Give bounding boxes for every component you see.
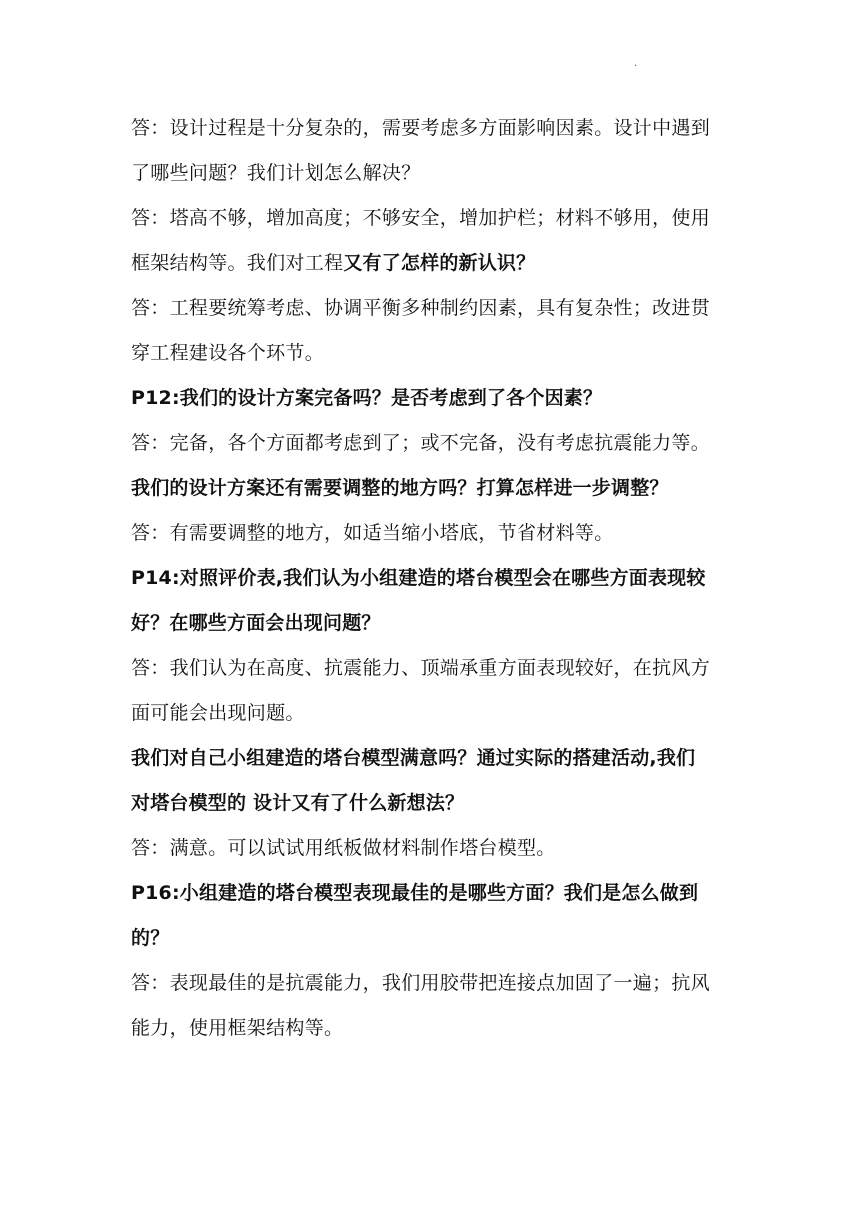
text-line: [131, 556, 735, 601]
answer-text: 了哪些问题？我们计划怎么解决？: [131, 162, 421, 184]
text-line: [131, 691, 735, 736]
text-line: [131, 1006, 735, 1051]
question-text: 对塔台模型的 设计又有了什么新想法？: [131, 792, 465, 814]
answer-text: 答：工程要统筹考虑、协调平衡多种制约因素，具有复杂性；改进贯: [131, 297, 711, 319]
text-line: [131, 871, 735, 916]
answer-text: 能力，使用框架结构等。: [131, 1017, 344, 1039]
text-line: [131, 466, 735, 511]
question-text: 我们对自己小组建造的塔台模型满意吗？通过实际的搭建活动,我们: [131, 747, 696, 769]
answer-text: 答：塔高不够，增加高度；不够安全，增加护栏；材料不够用，使用: [131, 207, 711, 229]
question-text: P12:我们的设计方案完备吗？是否考虑到了各个因素？: [131, 387, 603, 409]
answer-text: 答：完备，各个方面都考虑到了；或不完备，没有考虑抗震能力等。: [131, 432, 711, 454]
question-text: 又有了怎样的新认识？: [343, 252, 536, 274]
text-line: [131, 736, 735, 781]
answer-text: 答：我们认为在高度、抗震能力、顶端承重方面表现较好，在抗风方: [131, 657, 711, 679]
question-text: 好？在哪些方面会出现问题？: [131, 612, 381, 634]
text-line: [131, 916, 735, 961]
text-line: [131, 286, 735, 331]
page-marker: ·: [634, 61, 638, 72]
question-text: 的？: [131, 927, 170, 949]
text-line: [131, 331, 735, 376]
text-line: [131, 241, 735, 286]
answer-text: 答：满意。可以试试用纸板做材料制作塔台模型。: [131, 837, 556, 859]
answer-text: 答：表现最佳的是抗震能力，我们用胶带把连接点加固了一遍；抗风: [131, 972, 711, 994]
text-line: [131, 376, 735, 421]
answer-text: 框架结构等。我们对工程: [131, 252, 344, 274]
text-line: [131, 601, 735, 646]
document-body: [131, 106, 735, 1051]
text-line: [131, 646, 735, 691]
answer-text: 面可能会出现问题。: [131, 702, 305, 724]
text-line: [131, 106, 735, 151]
question-text: P14:对照评价表,我们认为小组建造的塔台模型会在哪些方面表现较: [131, 567, 706, 589]
answer-text: 答：设计过程是十分复杂的，需要考虑多方面影响因素。设计中遇到: [131, 117, 711, 139]
text-line: [131, 421, 735, 466]
text-line: [131, 511, 735, 556]
text-line: [131, 196, 735, 241]
answer-text: 穿工程建设各个环节。: [131, 342, 325, 364]
text-line: [131, 781, 735, 826]
answer-text: 答：有需要调整的地方，如适当缩小塔底，节省材料等。: [131, 522, 614, 544]
text-line: [131, 826, 735, 871]
text-line: [131, 151, 735, 196]
question-text: 我们的设计方案还有需要调整的地方吗？打算怎样进一步调整？: [131, 477, 669, 499]
text-line: [131, 961, 735, 1006]
question-text: P16:小组建造的塔台模型表现最佳的是哪些方面？我们是怎么做到: [131, 882, 699, 904]
